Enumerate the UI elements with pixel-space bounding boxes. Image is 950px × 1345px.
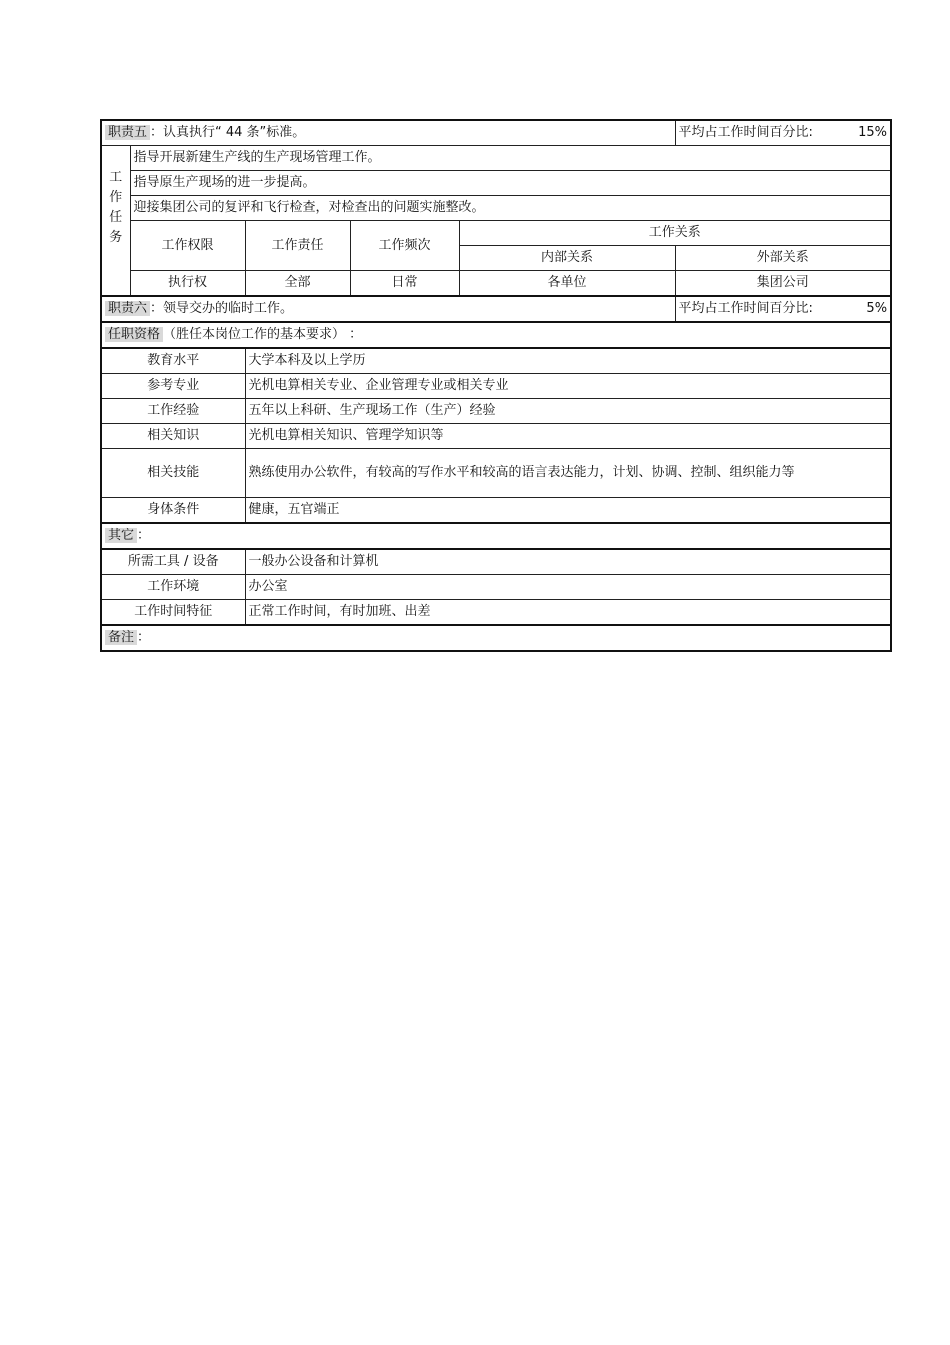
relations-header-row [101,221,891,246]
duty6-percent: 5% [866,301,888,316]
remark-cell [101,625,891,651]
requirement-value: 光机电算相关专业、企业管理专业或相关专业 [245,374,891,399]
requirement-value: 大学本科及以上学历 [245,348,891,374]
other-item-label: 工作时间特征 [101,600,245,626]
requirement-label: 身体条件 [101,498,245,524]
duty5-percent: 15% [858,125,888,140]
requirement-value: 光机电算相关知识、管理学知识等 [245,424,891,449]
other-item-value: 一般办公设备和计算机 [245,549,891,575]
remark-row [101,625,891,651]
task-item: 迎接集团公司的复评和飞行检查，对检查出的问题实施整改。 [130,196,891,221]
job-description-table [100,119,890,652]
requirement-label: 相关技能 [101,449,245,498]
requirement-label: 参考专业 [101,374,245,399]
other-item-label: 工作环境 [101,575,245,600]
duty5-text: ：认真执行“ 44 条”标准。 [150,125,306,140]
requirement-label: 工作经验 [101,399,245,424]
task-row [101,171,891,196]
qualification-text: （胜任本岗位工作的基本要求） ： [163,327,363,342]
other-item-value: 办公室 [245,575,891,600]
other-text: ： [137,528,151,543]
relations-values-row [101,271,891,297]
requirement-label: 教育水平 [101,348,245,374]
requirement-row [101,399,891,424]
duty5-row [101,120,891,146]
task-row [101,196,891,221]
duty5-cell [101,120,675,146]
duty5-percent-cell [675,120,891,146]
duty5-tag: 职责五 [105,125,150,140]
requirement-row [101,348,891,374]
qualification-row [101,322,891,348]
other-item-label: 所需工具 / 设备 [101,549,245,575]
relation-header: 工作关系 [459,221,891,246]
duty6-text: ：领导交办的临时工作。 [150,301,294,316]
requirement-row [101,449,891,498]
external-value: 集团公司 [675,271,891,297]
other-cell [101,523,891,549]
responsibility-header: 工作责任 [245,221,350,271]
other-item-row [101,549,891,575]
requirement-label: 相关知识 [101,424,245,449]
duty5-percent-label: 平均占工作时间百分比: [678,125,813,140]
other-item-row [101,600,891,626]
frequency-value: 日常 [350,271,459,297]
task-item: 指导原生产现场的进一步提高。 [130,171,891,196]
duty6-percent-cell [675,296,891,322]
other-item-value: 正常工作时间，有时加班、出差 [245,600,891,626]
requirement-value: 熟练使用办公软件，有较高的写作水平和较高的语言表达能力，计划、协调、控制、组织能力等 [245,449,891,498]
requirement-row [101,374,891,399]
duty6-percent-label: 平均占工作时间百分比: [678,301,813,316]
tasks-label: 工 作 任 务 [101,146,130,297]
authority-header: 工作权限 [130,221,245,271]
requirement-value: 健康，五官端正 [245,498,891,524]
responsibility-value: 全部 [245,271,350,297]
duty6-cell [101,296,675,322]
duty6-tag: 职责六 [105,301,150,316]
internal-header: 内部关系 [459,246,675,271]
remark-text: ： [137,630,151,645]
internal-value: 各单位 [459,271,675,297]
qualification-tag: 任职资格 [105,327,163,342]
remark-tag: 备注 [105,630,137,645]
duty6-row [101,296,891,322]
requirement-value: 五年以上科研、生产现场工作（生产）经验 [245,399,891,424]
task-row [101,146,891,171]
other-item-row [101,575,891,600]
requirement-row [101,424,891,449]
requirement-row [101,498,891,524]
task-item: 指导开展新建生产线的生产现场管理工作。 [130,146,891,171]
other-row [101,523,891,549]
qualification-cell [101,322,891,348]
other-tag: 其它 [105,528,137,543]
authority-value: 执行权 [130,271,245,297]
external-header: 外部关系 [675,246,891,271]
frequency-header: 工作频次 [350,221,459,271]
